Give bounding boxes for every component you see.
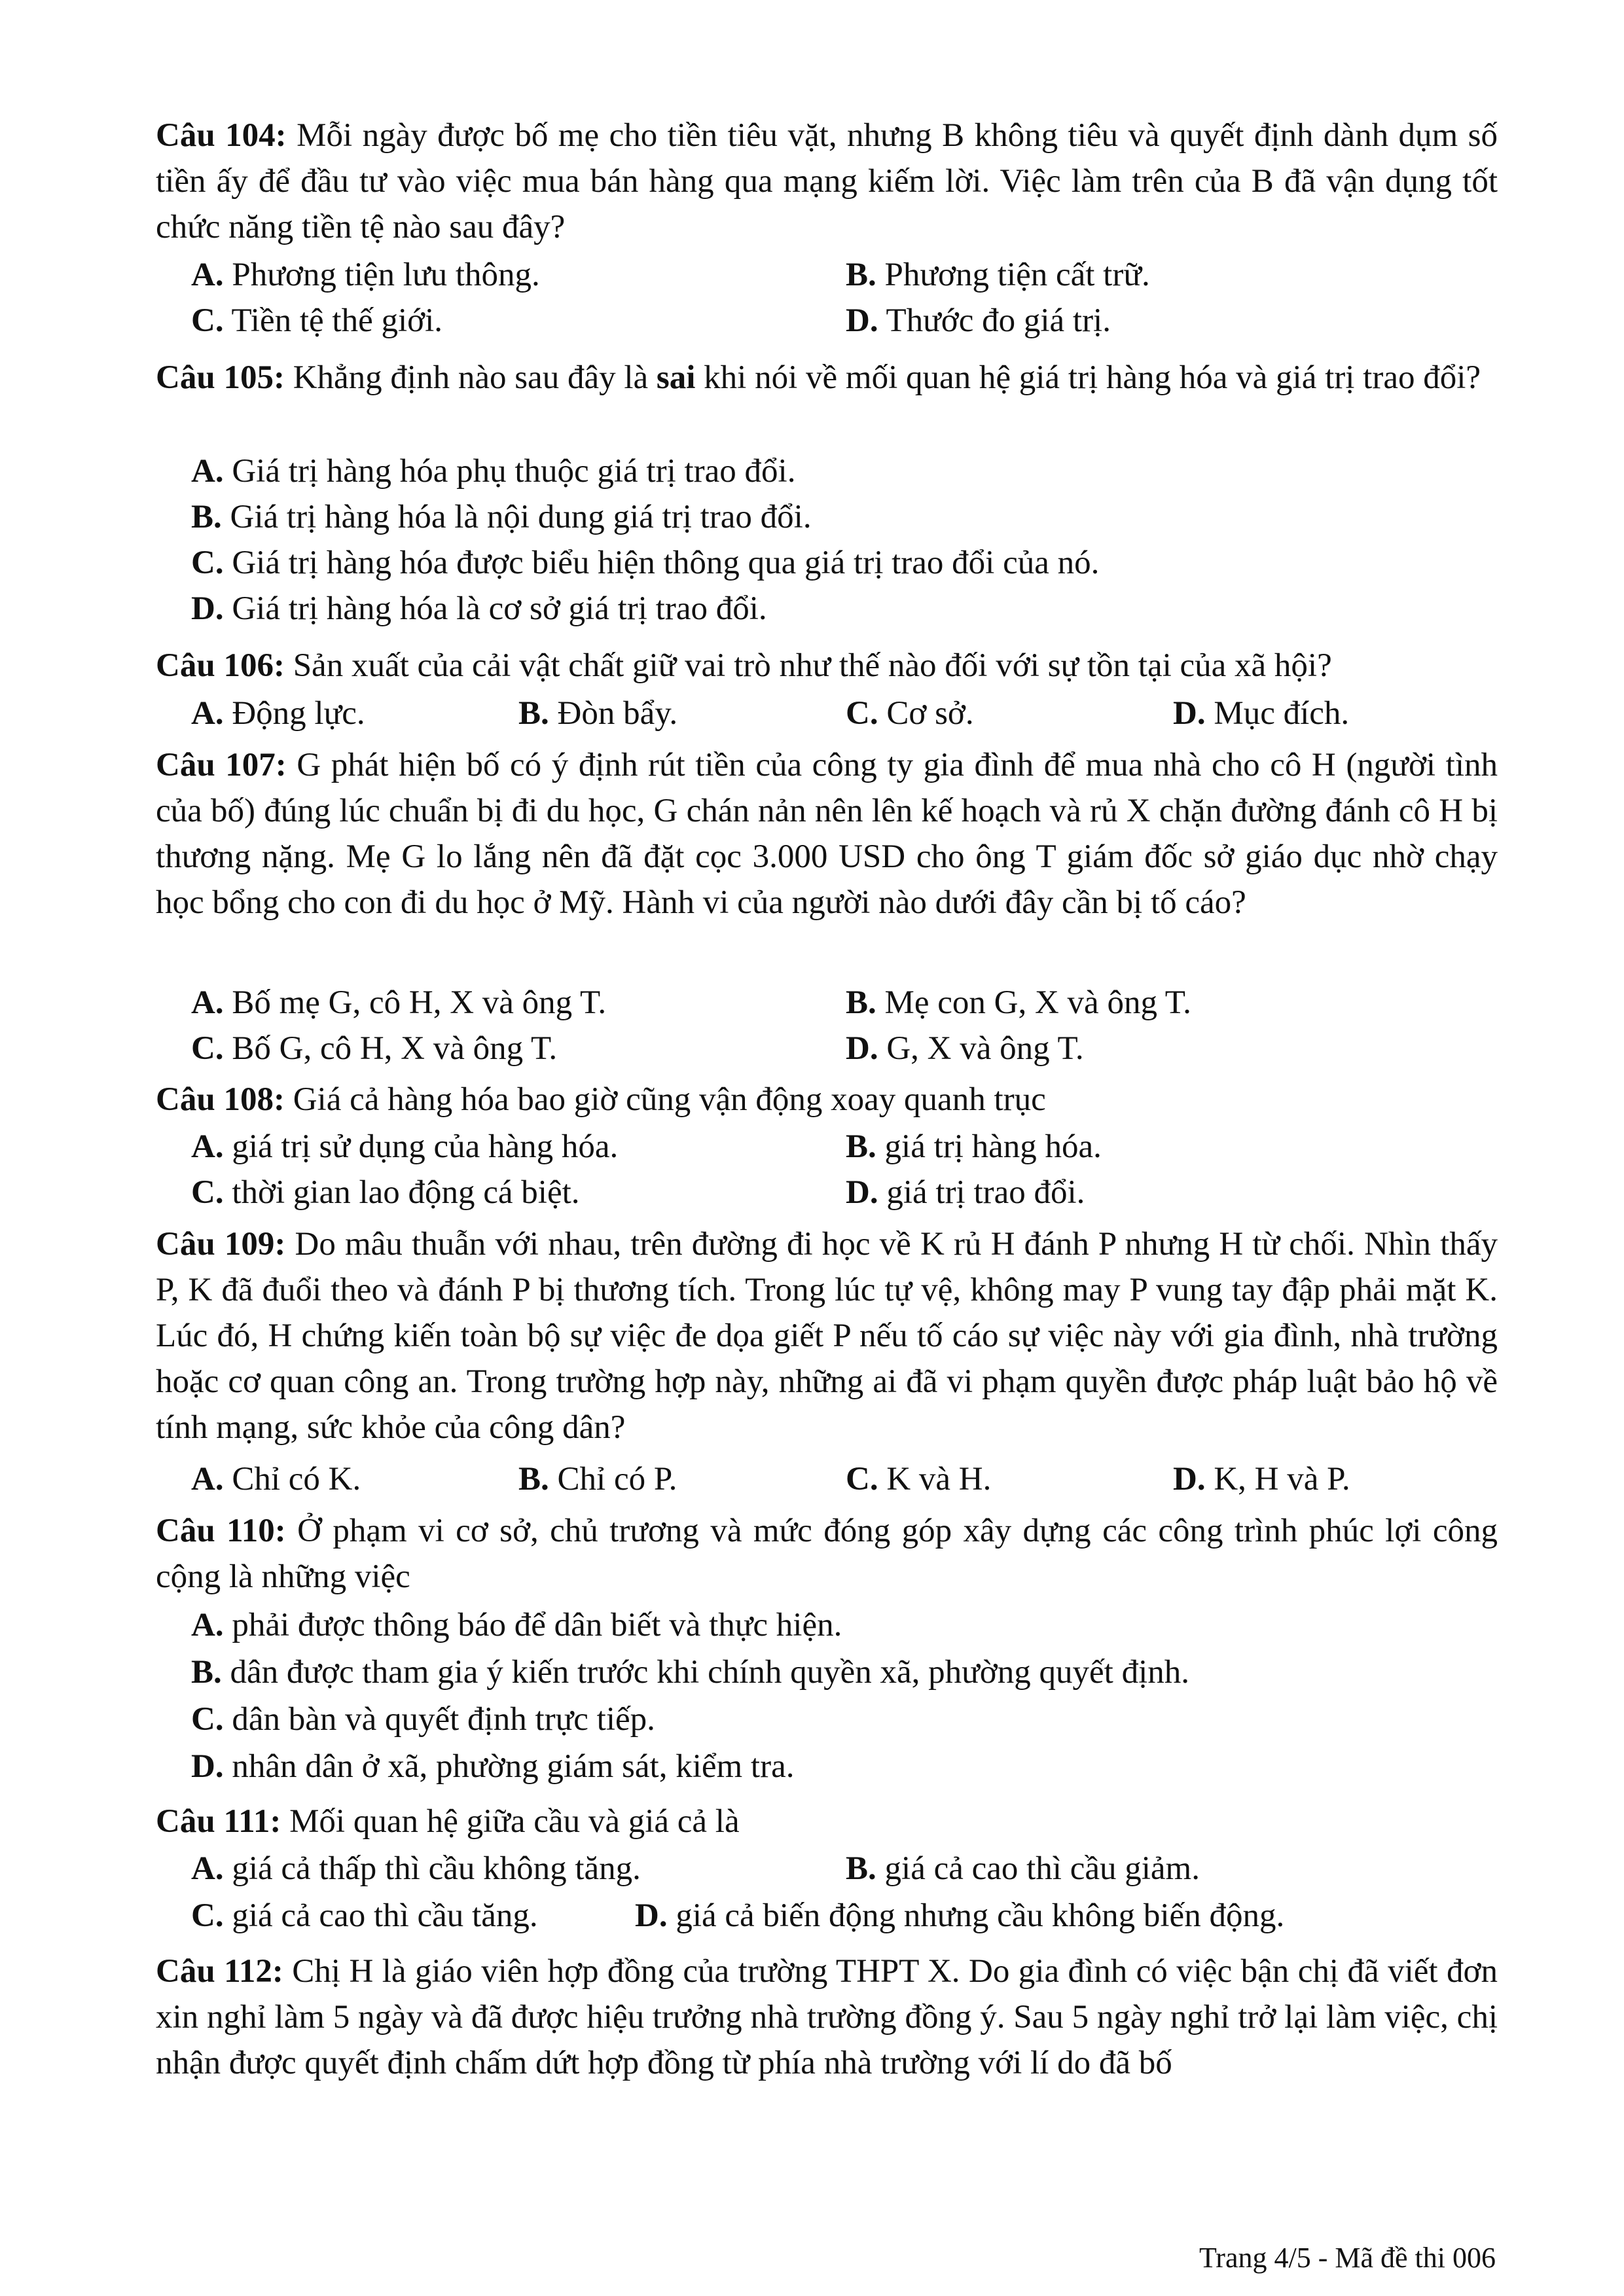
- option-d[interactable]: D. giá trị trao đổi.: [846, 1174, 1085, 1211]
- option-b[interactable]: B. Đòn bẩy.: [518, 695, 678, 732]
- option-b[interactable]: B. Chỉ có P.: [518, 1461, 677, 1498]
- question-label: Câu 111:: [156, 1803, 281, 1840]
- question-text: Mỗi ngày được bố mẹ cho tiền tiêu vặt, nhưng B không tiêu và quyết định dành dụm số tiền ấy để đầu tư vào việc mua bán hàng qua mạng kiếm lời. Việc làm trên của B đã vận dụng tốt chức năng tiền tệ nào sau đây?: [156, 117, 1498, 245]
- option-c[interactable]: C. dân bàn và quyết định trực tiếp.: [191, 1701, 655, 1738]
- option-a[interactable]: A. phải được thông báo để dân biết và thực hiện.: [191, 1607, 842, 1643]
- question-label: Câu 110:: [156, 1513, 286, 1549]
- option-d[interactable]: D. G, X và ông T.: [846, 1030, 1084, 1067]
- option-d[interactable]: D. Thước đo giá trị.: [846, 302, 1111, 339]
- question-label: Câu 109:: [156, 1226, 286, 1263]
- option-d[interactable]: D. giá cả biến động nhưng cầu không biến động.: [635, 1897, 1285, 1934]
- option-c[interactable]: C. Tiền tệ thế giới.: [191, 302, 443, 339]
- option-b[interactable]: B. dân được tham gia ý kiến trước khi chính quyền xã, phường quyết định.: [191, 1654, 1189, 1691]
- question-text: Mối quan hệ giữa cầu và giá cả là: [289, 1803, 740, 1840]
- question-text: Giá cả hàng hóa bao giờ cũng vận động xoay quanh trục: [293, 1081, 1046, 1118]
- option-c[interactable]: C. K và H.: [846, 1461, 992, 1498]
- page-footer: Trang 4/5 - Mã đề thi 006: [1199, 2242, 1496, 2274]
- question-107: [156, 742, 1498, 925]
- question-label: Câu 106:: [156, 647, 285, 684]
- question-109: [156, 1221, 1498, 1450]
- question-text: Do mâu thuẫn với nhau, trên đường đi học về K rủ H đánh P nhưng H từ chối. Nhìn thấy P, K đã đuổi theo và đánh P bị thương tích. Trong lúc tự vệ, không may P vung tay đập phải mặt K. Lúc đó, H chứng kiến toàn bộ sự việc đe dọa giết P nếu tố cáo sự việc này với gia đình, nhà trường hoặc cơ quan công an. Trong trường hợp này, những ai đã vi phạm quyền được pháp luật bảo hộ về tính mạng, sức khỏe của công dân?: [156, 1226, 1498, 1446]
- question-label: Câu 105:: [156, 359, 285, 396]
- option-c[interactable]: C. giá cả cao thì cầu tăng.: [191, 1897, 538, 1934]
- option-a[interactable]: A. Bố mẹ G, cô H, X và ông T.: [191, 984, 607, 1021]
- question-112: [156, 1948, 1498, 2086]
- option-b[interactable]: B. giá trị hàng hóa.: [846, 1128, 1102, 1165]
- option-a[interactable]: A. Động lực.: [191, 695, 365, 732]
- option-a[interactable]: A. giá cả thấp thì cầu không tăng.: [191, 1850, 641, 1887]
- option-b[interactable]: B. Giá trị hàng hóa là nội dung giá trị trao đổi.: [191, 499, 812, 535]
- question-110: [156, 1508, 1498, 1600]
- option-a[interactable]: A. Giá trị hàng hóa phụ thuộc giá trị trao đổi.: [191, 453, 796, 490]
- question-104: [156, 113, 1498, 250]
- option-a[interactable]: A. giá trị sử dụng của hàng hóa.: [191, 1128, 619, 1165]
- question-106: [156, 643, 1498, 689]
- option-c[interactable]: C. Cơ sở.: [846, 695, 974, 732]
- option-d[interactable]: D. Mục đích.: [1173, 695, 1350, 732]
- question-text: Chị H là giáo viên hợp đồng của trường THPT X. Do gia đình có việc bận chị đã viết đơn xin nghỉ làm 5 ngày và đã được hiệu trưởng nhà trường đồng ý. Sau 5 ngày nghỉ trở lại làm việc, chị nhận được quyết định chấm dứt hợp đồng từ phía nhà trường với lí do đã bố: [156, 1953, 1498, 2081]
- question-text: G phát hiện bố có ý định rút tiền của công ty gia đình để mua nhà cho cô H (người tình của bố) đúng lúc chuẩn bị đi du học, G chán nản nên lên kế hoạch và rủ X chặn đường đánh cô H bị thương nặng. Mẹ G lo lắng nên đã đặt cọc 3.000 USD cho ông T giám đốc sở giáo dục nhờ chạy học bổng cho con đi du học ở Mỹ. Hành vi của người nào dưới đây cần bị tố cáo?: [156, 747, 1498, 921]
- option-d[interactable]: D. K, H và P.: [1173, 1461, 1350, 1498]
- question-108: [156, 1077, 1498, 1122]
- option-b[interactable]: B. giá cả cao thì cầu giảm.: [846, 1850, 1200, 1887]
- question-105: [156, 355, 1498, 401]
- option-a[interactable]: A. Phương tiện lưu thông.: [191, 257, 540, 293]
- option-a[interactable]: A. Chỉ có K.: [191, 1461, 361, 1498]
- question-text: Sản xuất của cải vật chất giữ vai trò như thế nào đối với sự tồn tại của xã hội?: [293, 647, 1332, 684]
- question-text: khi nói về mối quan hệ giá trị hàng hóa và giá trị trao đổi?: [704, 359, 1481, 396]
- question-label: Câu 112:: [156, 1953, 283, 1990]
- question-text: Khẳng định nào sau đây là: [293, 359, 649, 396]
- option-b[interactable]: B. Mẹ con G, X và ông T.: [846, 984, 1191, 1021]
- option-c[interactable]: C. Bố G, cô H, X và ông T.: [191, 1030, 558, 1067]
- option-c[interactable]: C. thời gian lao động cá biệt.: [191, 1174, 580, 1211]
- question-text: Ở phạm vi cơ sở, chủ trương và mức đóng góp xây dựng các công trình phúc lợi công cộng là những việc: [156, 1513, 1498, 1595]
- emphasis-word: sai: [656, 359, 696, 396]
- option-b[interactable]: B. Phương tiện cất trữ.: [846, 257, 1150, 293]
- question-label: Câu 104:: [156, 117, 287, 154]
- question-label: Câu 107:: [156, 747, 287, 783]
- question-111: [156, 1799, 1498, 1844]
- option-d[interactable]: D. nhân dân ở xã, phường giám sát, kiểm tra.: [191, 1748, 795, 1785]
- option-d[interactable]: D. Giá trị hàng hóa là cơ sở giá trị trao đổi.: [191, 590, 767, 627]
- question-label: Câu 108:: [156, 1081, 285, 1118]
- option-c[interactable]: C. Giá trị hàng hóa được biểu hiện thông qua giá trị trao đổi của nó.: [191, 545, 1100, 581]
